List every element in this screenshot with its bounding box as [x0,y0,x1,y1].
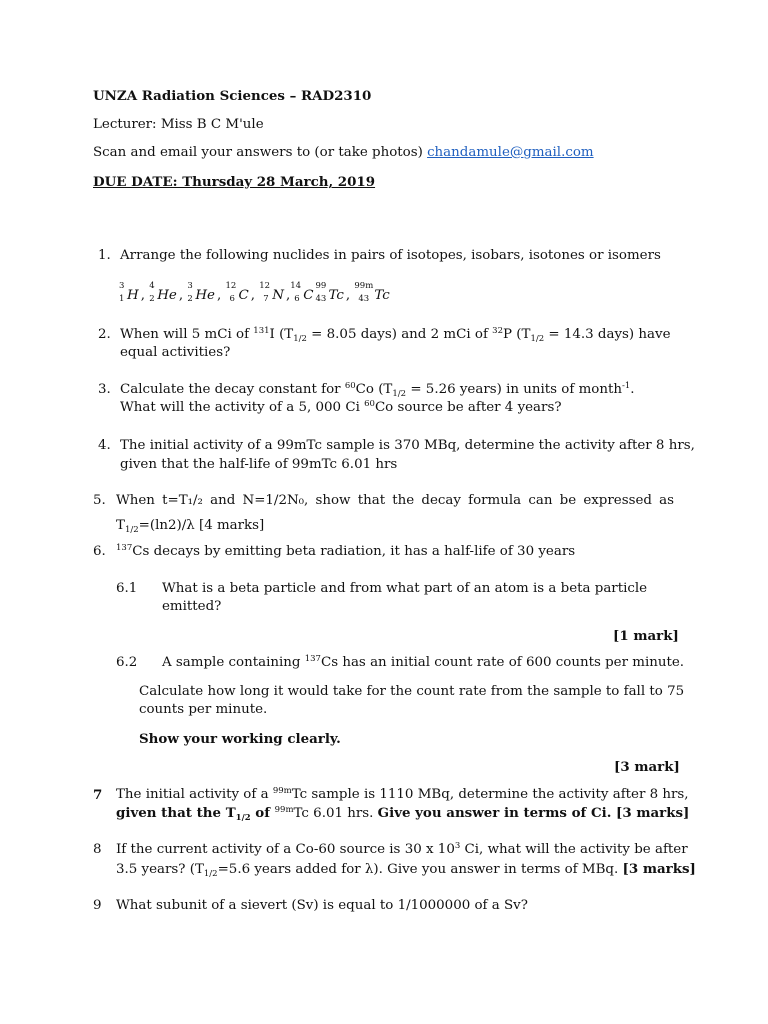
nuclide: 3 1 H [119,281,139,304]
nuclide: 3 2 He [187,281,215,304]
marks-label: [1 mark] [613,628,679,644]
question-2-line-1: When will 5 mCi of $^{131}$I ($T_{1/2} = 8.05$ days) and 2 mCi of $^{32}$P ($T_{1/2} = 14.3$ days) have [120,326,671,344]
subquestion-6-1-line-1: What is a beta particle and from what part of an atom is a beta particle [162,581,648,596]
nuclide: 99m 43 Tc [354,281,390,304]
subquestion-6-2-para-1: Calculate how long it would take for the count rate from the sample to fall to 75 [139,684,685,699]
nuclide: 99 43 Tc [315,281,344,304]
question-number: 3. [98,382,111,397]
email-link[interactable]: chandamule@gmail.com [427,145,594,160]
marks-label: [3 mark] [614,759,680,775]
course-title: UNZA Radiation Sciences – RAD2310 [93,88,372,104]
question-number: 4. [98,438,111,453]
question-number: 9 [93,898,102,913]
question-4-line-2: given that the half-life of 99mTc 6.01 hrs [120,457,398,472]
subquestion-6-2-line-1: A sample containing $^{137}$Cs has an initial count rate of 600 counts per minute. [162,654,685,670]
nuclide: 12 7 N [259,281,284,304]
question-8-line-2: 3.5 years? ($T_{1/2}=5.6$ years added for λ). Give you answer in terms of MBq. [3 marks] [116,861,696,879]
lecturer-line: Lecturer: Miss B C M'ule [93,117,264,132]
question-number: 1. [98,248,111,263]
instructions-text: Scan and email your answers to (or take photos) [93,145,428,160]
subquestion-number: 6.2 [116,655,138,670]
nuclide: 12 6 C [225,281,249,304]
question-5-line-1: When t=T₁/₂ and N=1/2N₀, show that the decay formula can be expressed as [116,493,674,508]
question-8-line-1: If the current activity of a Co-60 source is 30 x $10^3$ Ci, what will the activity be after [116,841,688,857]
question-1-text: Arrange the following nuclides in pairs of isotopes, isobars, isotones or isomers [120,248,661,263]
subquestion-number: 6.1 [116,581,138,596]
question-number: 8 [93,842,102,857]
question-number: 6. [93,544,106,559]
question-3-line-2: What will the activity of a 5, 000 Ci $^{60}$Co source be after 4 years? [120,399,562,415]
question-9-text: What subunit of a sievert (Sv) is equal to 1/1000000 of a Sv? [116,898,528,913]
question-number: 5. [93,493,106,508]
due-date: DUE DATE: Thursday 28 March, 2019 [93,174,376,190]
question-7-line-2: given that the $T_{1/2}$ of $^{99m}$Tc 6.01 hrs. Give you answer in terms of Ci. [3 marks] [116,805,690,823]
question-3-line-1: Calculate the decay constant for $^{60}$Co ($T_{1/2} = 5.26$ years) in units of month$^{-1}$. [120,381,635,399]
nuclide-list: 3 1 H , 4 2 He , 3 2 He , 12 6 C , 12 7 N , 14 6 C 99 43 Tc , 99m 43 Tc [119,281,390,304]
subquestion-6-2-para-2: counts per minute. [139,702,268,717]
show-working-note: Show your working clearly. [139,731,341,747]
question-4-line-1: The initial activity of a 99mTc sample is 370 MBq, determine the activity after 8 hrs, [120,438,695,453]
instructions-line [93,144,594,162]
question-number: 2. [98,327,111,342]
question-5-line-2: $T_{1/2}=(\ln 2)/\lambda$ [4 marks] [116,518,265,535]
question-number: 7 [93,787,103,803]
nuclide: 14 6 C [290,281,314,304]
nuclide: 4 2 He [149,281,177,304]
question-7-line-1: The initial activity of a $^{99m}$Tc sample is 1110 MBq, determine the activity after 8 hrs, [116,786,689,802]
subquestion-6-1-line-2: emitted? [162,599,222,614]
question-2-line-2: equal activities? [120,345,231,360]
question-6-text: $^{137}$Cs decays by emitting beta radiation, it has a half-life of 30 years [116,543,576,559]
